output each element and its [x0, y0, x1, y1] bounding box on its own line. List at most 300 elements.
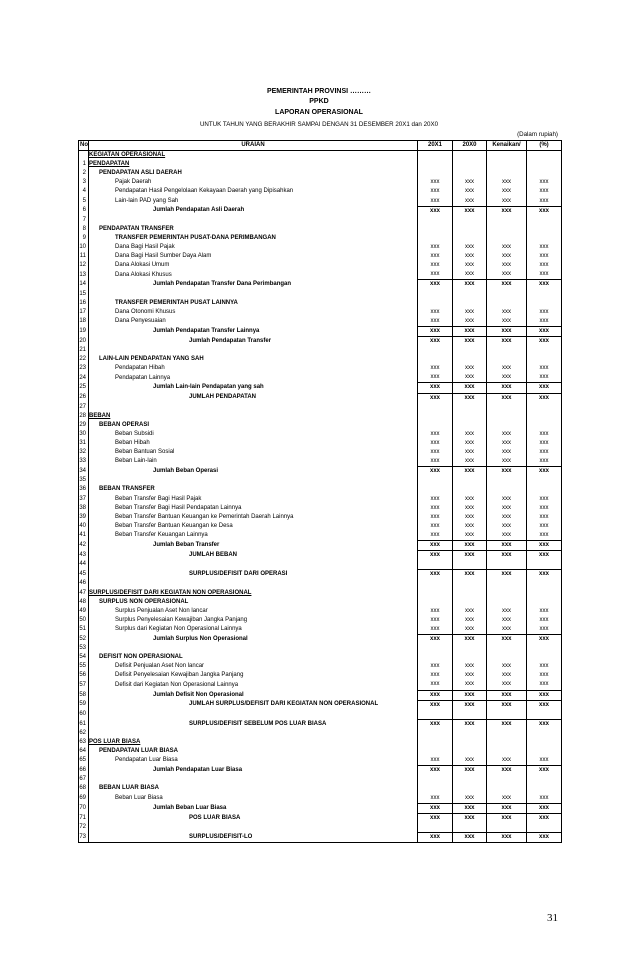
table-row [79, 729, 562, 738]
row-number: 8 [79, 225, 89, 234]
table-row [79, 243, 562, 252]
row-number [79, 151, 89, 161]
row-label: Beban Transfer Bagi Hasil Pajak [89, 495, 418, 504]
report-period: UNTUK TAHUN YANG BERAKHIR SAMPAI DENGAN 31 DESEMBER 20X1 dan 20X0 [199, 121, 439, 128]
value-change [487, 775, 527, 784]
table-row [79, 690, 562, 700]
value-20x1 [418, 784, 453, 793]
row-label: SURPLUS/DEFISIT-LO [89, 832, 418, 842]
row-label: Surplus dari Kegiatan Non Operasional Lainnya [89, 625, 418, 635]
value-20x1: xxx [418, 261, 453, 270]
row-number: 57 [79, 680, 89, 690]
value-percent [527, 775, 562, 784]
value-change: xxx [487, 178, 527, 187]
value-20x1: xxx [418, 439, 453, 448]
value-20x0: xxx [453, 336, 487, 346]
value-change [487, 598, 527, 607]
value-20x1 [418, 234, 453, 243]
value-change [487, 225, 527, 234]
row-label: Jumlah Pendapatan Transfer [89, 336, 418, 346]
value-percent [527, 729, 562, 738]
value-20x0: xxx [453, 607, 487, 616]
table-row [79, 299, 562, 308]
value-20x1: xxx [418, 364, 453, 373]
value-percent: xxx [527, 616, 562, 625]
value-20x1: xxx [418, 700, 453, 710]
row-number: 20 [79, 336, 89, 346]
table-row [79, 747, 562, 756]
value-20x1: xxx [418, 690, 453, 700]
value-change: xxx [487, 634, 527, 644]
value-percent: xxx [527, 430, 562, 439]
table-row [79, 794, 562, 804]
value-percent [527, 598, 562, 607]
row-label: Beban Luar Biasa [89, 794, 418, 804]
row-number: 28 [79, 412, 89, 421]
value-change: xxx [487, 308, 527, 317]
row-label: BEBAN OPERASI [89, 421, 418, 430]
value-20x1: xxx [418, 522, 453, 531]
value-20x1: xxx [418, 197, 453, 207]
value-change: xxx [487, 625, 527, 635]
value-20x0 [453, 823, 487, 833]
value-change: xxx [487, 430, 527, 439]
table-row [79, 252, 562, 261]
value-percent [527, 421, 562, 430]
value-20x1 [418, 560, 453, 570]
row-label: DEFISIT NON OPERASIONAL [89, 653, 418, 662]
row-label: Jumlah Beban Transfer [89, 541, 418, 551]
row-number: 67 [79, 775, 89, 784]
row-label: SURPLUS NON OPERASIONAL [89, 598, 418, 607]
value-percent [527, 579, 562, 588]
value-percent: xxx [527, 832, 562, 842]
value-20x0 [453, 589, 487, 598]
row-label: Dana Otonomi Khusus [89, 308, 418, 317]
row-label [89, 644, 418, 653]
value-change: xxx [487, 495, 527, 504]
value-change: xxx [487, 803, 527, 813]
value-percent: xxx [527, 261, 562, 270]
row-number: 35 [79, 476, 89, 485]
row-number: 59 [79, 700, 89, 710]
table-row [79, 308, 562, 317]
row-number: 23 [79, 364, 89, 373]
table-row [79, 504, 562, 513]
value-20x1: xxx [418, 794, 453, 804]
table-row [79, 373, 562, 383]
row-label [89, 579, 418, 588]
value-percent: xxx [527, 756, 562, 766]
value-percent: xxx [527, 317, 562, 327]
table-row [79, 336, 562, 346]
value-20x0 [453, 560, 487, 570]
value-20x1: xxx [418, 206, 453, 216]
value-20x1: xxx [418, 457, 453, 467]
table-row [79, 719, 562, 729]
row-number: 16 [79, 299, 89, 308]
value-percent [527, 738, 562, 747]
row-label: Pendapatan Hasil Pengelolaan Kekayaan Daerah yang Dipisahkan [89, 187, 418, 196]
table-row [79, 169, 562, 178]
value-20x1: xxx [418, 187, 453, 196]
value-20x1: xxx [418, 662, 453, 671]
value-20x1 [418, 225, 453, 234]
value-change: xxx [487, 794, 527, 804]
value-20x0: xxx [453, 522, 487, 531]
row-number: 34 [79, 467, 89, 477]
table-row [79, 439, 562, 448]
table-row [79, 671, 562, 680]
value-20x0 [453, 216, 487, 225]
value-20x1: xxx [418, 280, 453, 290]
row-number: 33 [79, 457, 89, 467]
value-20x1 [418, 710, 453, 720]
value-20x0 [453, 234, 487, 243]
value-20x1: xxx [418, 680, 453, 690]
row-number: 66 [79, 766, 89, 776]
value-change: xxx [487, 832, 527, 842]
row-label: Jumlah Lain-lain Pendapatan yang sah [89, 383, 418, 393]
table-row [79, 261, 562, 270]
row-label: BEBAN TRANSFER [89, 485, 418, 494]
value-change [487, 644, 527, 653]
table-row [79, 290, 562, 299]
value-change: xxx [487, 206, 527, 216]
value-20x0: xxx [453, 430, 487, 439]
row-number: 71 [79, 813, 89, 823]
table-row [79, 607, 562, 616]
row-label: Beban Transfer Bantuan Keuangan ke Desa [89, 522, 418, 531]
value-20x0: xxx [453, 803, 487, 813]
value-change: xxx [487, 607, 527, 616]
value-change [487, 738, 527, 747]
value-percent: xxx [527, 551, 562, 561]
row-label: Defisit Penjualan Aset Non lancar [89, 662, 418, 671]
value-percent: xxx [527, 206, 562, 216]
table-row [79, 625, 562, 635]
table-row [79, 616, 562, 625]
value-20x0 [453, 775, 487, 784]
value-change: xxx [487, 756, 527, 766]
value-percent [527, 747, 562, 756]
row-number: 52 [79, 634, 89, 644]
row-label: Beban Transfer Bagi Hasil Pendapatan Lainnya [89, 504, 418, 513]
row-label: POS LUAR BIASA [89, 738, 418, 747]
value-20x0: xxx [453, 178, 487, 187]
value-20x1: xxx [418, 766, 453, 776]
table-row [79, 832, 562, 842]
row-label: PENDAPATAN LUAR BIASA [89, 747, 418, 756]
value-20x1: xxx [418, 719, 453, 729]
row-label [89, 403, 418, 412]
row-label: Dana Bagi Hasil Pajak [89, 243, 418, 252]
col-header-kenaikan: Kenaikan/ [487, 141, 527, 151]
value-20x0: xxx [453, 457, 487, 467]
table-row [79, 710, 562, 720]
value-20x0: xxx [453, 756, 487, 766]
value-20x0: xxx [453, 197, 487, 207]
value-change: xxx [487, 252, 527, 261]
row-label: Dana Bagi Hasil Sumber Daya Alam [89, 252, 418, 261]
row-label: PENDAPATAN TRANSFER [89, 225, 418, 234]
table-row [79, 775, 562, 784]
value-20x0 [453, 160, 487, 169]
value-percent: xxx [527, 541, 562, 551]
value-percent: xxx [527, 457, 562, 467]
value-percent: xxx [527, 813, 562, 823]
value-percent: xxx [527, 625, 562, 635]
row-label: TRANSFER PEMERINTAH PUSAT-DANA PERIMBANGAN [89, 234, 418, 243]
value-20x1: xxx [418, 373, 453, 383]
currency-unit-note: (Dalam rupiah) [517, 131, 558, 138]
value-20x1 [418, 589, 453, 598]
table-row [79, 383, 562, 393]
value-20x1: xxx [418, 178, 453, 187]
row-label: Pendapatan Hibah [89, 364, 418, 373]
value-change: xxx [487, 336, 527, 346]
value-change [487, 169, 527, 178]
table-row [79, 644, 562, 653]
value-change: xxx [487, 690, 527, 700]
value-20x1 [418, 355, 453, 364]
row-number: 47 [79, 589, 89, 598]
value-20x1: xxx [418, 616, 453, 625]
table-row [79, 560, 562, 570]
row-number: 3 [79, 178, 89, 187]
table-row [79, 355, 562, 364]
value-20x0: xxx [453, 187, 487, 196]
row-number: 49 [79, 607, 89, 616]
row-label: SURPLUS/DEFISIT DARI KEGIATAN NON OPERASIONAL [89, 589, 418, 598]
value-percent: xxx [527, 280, 562, 290]
table-row [79, 784, 562, 793]
value-percent: xxx [527, 197, 562, 207]
value-change [487, 823, 527, 833]
value-20x1 [418, 823, 453, 833]
value-change [487, 747, 527, 756]
table-row [79, 653, 562, 662]
value-change: xxx [487, 766, 527, 776]
table-row [79, 513, 562, 522]
table-row [79, 551, 562, 561]
value-20x0: xxx [453, 766, 487, 776]
value-20x0 [453, 784, 487, 793]
value-20x1 [418, 738, 453, 747]
value-20x1 [418, 421, 453, 430]
value-percent [527, 403, 562, 412]
row-label: BEBAN [89, 412, 418, 421]
value-20x1 [418, 775, 453, 784]
table-row [79, 766, 562, 776]
value-change: xxx [487, 719, 527, 729]
row-label: Defisit dari Kegiatan Non Operasional Lainnya [89, 680, 418, 690]
row-number: 56 [79, 671, 89, 680]
row-number: 10 [79, 243, 89, 252]
value-20x0: xxx [453, 832, 487, 842]
table-row [79, 756, 562, 766]
row-number: 24 [79, 373, 89, 383]
row-number: 6 [79, 206, 89, 216]
row-number: 39 [79, 513, 89, 522]
value-change: xxx [487, 326, 527, 336]
table-row [79, 421, 562, 430]
value-20x1 [418, 485, 453, 494]
value-20x0: xxx [453, 467, 487, 477]
value-20x0: xxx [453, 690, 487, 700]
value-20x0: xxx [453, 280, 487, 290]
row-label: Lain-lain PAD yang Sah [89, 197, 418, 207]
table-row [79, 151, 562, 161]
value-20x0: xxx [453, 326, 487, 336]
value-20x0: xxx [453, 383, 487, 393]
value-20x1: xxx [418, 607, 453, 616]
col-header-uraian: URAIAN [89, 141, 418, 151]
row-number: 18 [79, 317, 89, 327]
row-label: Jumlah Surplus Non Operasional [89, 634, 418, 644]
value-20x1 [418, 160, 453, 169]
value-20x0 [453, 151, 487, 161]
value-20x0: xxx [453, 495, 487, 504]
row-label: Pendapatan Lainnya [89, 373, 418, 383]
row-number: 46 [79, 579, 89, 588]
value-percent: xxx [527, 308, 562, 317]
value-20x0 [453, 579, 487, 588]
value-percent: xxx [527, 467, 562, 477]
value-change: xxx [487, 541, 527, 551]
row-label: Pendapatan Luar Biasa [89, 756, 418, 766]
value-percent [527, 346, 562, 355]
value-change [487, 151, 527, 161]
table-row [79, 589, 562, 598]
value-20x0 [453, 169, 487, 178]
value-change: xxx [487, 439, 527, 448]
value-20x0 [453, 729, 487, 738]
value-percent [527, 476, 562, 485]
value-20x1: xxx [418, 383, 453, 393]
value-20x0 [453, 225, 487, 234]
value-20x1: xxx [418, 467, 453, 477]
table-row [79, 270, 562, 280]
value-20x1: xxx [418, 308, 453, 317]
row-number: 36 [79, 485, 89, 494]
value-percent [527, 644, 562, 653]
value-20x0 [453, 476, 487, 485]
value-change: xxx [487, 616, 527, 625]
value-percent [527, 784, 562, 793]
row-label: Dana Penyesuaian [89, 317, 418, 327]
row-number: 29 [79, 421, 89, 430]
value-20x1: xxx [418, 270, 453, 280]
value-percent [527, 299, 562, 308]
value-20x0 [453, 346, 487, 355]
row-number: 38 [79, 504, 89, 513]
value-change: xxx [487, 700, 527, 710]
value-percent: xxx [527, 252, 562, 261]
value-20x1 [418, 598, 453, 607]
row-label: POS LUAR BIASA [89, 813, 418, 823]
value-percent: xxx [527, 690, 562, 700]
value-percent: xxx [527, 570, 562, 580]
value-20x0: xxx [453, 504, 487, 513]
value-change: xxx [487, 671, 527, 680]
row-label: TRANSFER PEMERINTAH PUSAT LAINNYA [89, 299, 418, 308]
value-percent: xxx [527, 607, 562, 616]
value-20x1 [418, 747, 453, 756]
row-number: 15 [79, 290, 89, 299]
value-change: xxx [487, 364, 527, 373]
table-row [79, 634, 562, 644]
row-label: Beban Hibah [89, 439, 418, 448]
value-20x0 [453, 290, 487, 299]
table-row [79, 700, 562, 710]
value-20x0 [453, 747, 487, 756]
table-row [79, 541, 562, 551]
table-row [79, 448, 562, 457]
value-20x1: xxx [418, 336, 453, 346]
value-20x0: xxx [453, 373, 487, 383]
value-percent: xxx [527, 504, 562, 513]
value-20x0: xxx [453, 317, 487, 327]
row-label: Surplus Penyelesaian Kewajiban Jangka Panjang [89, 616, 418, 625]
table-row [79, 317, 562, 327]
value-20x1: xxx [418, 317, 453, 327]
value-20x0: xxx [453, 448, 487, 457]
table-row [79, 495, 562, 504]
table-row [79, 206, 562, 216]
value-percent [527, 710, 562, 720]
value-percent: xxx [527, 522, 562, 531]
value-change: xxx [487, 317, 527, 327]
table-row [79, 234, 562, 243]
value-percent [527, 560, 562, 570]
value-20x0: xxx [453, 393, 487, 403]
table-row [79, 570, 562, 580]
row-number: 19 [79, 326, 89, 336]
value-percent [527, 355, 562, 364]
value-change: xxx [487, 522, 527, 531]
value-percent: xxx [527, 531, 562, 541]
table-row [79, 326, 562, 336]
row-number: 55 [79, 662, 89, 671]
value-20x1: xxx [418, 832, 453, 842]
value-20x1: xxx [418, 551, 453, 561]
value-20x0: xxx [453, 634, 487, 644]
value-20x0: xxx [453, 364, 487, 373]
row-number: 13 [79, 270, 89, 280]
table-header-row [79, 141, 562, 151]
table-row [79, 197, 562, 207]
value-percent [527, 216, 562, 225]
row-label: Beban Bantuan Sosial [89, 448, 418, 457]
report-government-title: PEMERINTAH PROVINSI ……… [266, 88, 372, 95]
value-change: xxx [487, 393, 527, 403]
value-20x1: xxx [418, 634, 453, 644]
value-percent: xxx [527, 243, 562, 252]
row-number: 26 [79, 393, 89, 403]
row-number: 65 [79, 756, 89, 766]
value-change: xxx [487, 270, 527, 280]
value-change: xxx [487, 680, 527, 690]
row-label: JUMLAH BEBAN [89, 551, 418, 561]
value-20x0: xxx [453, 680, 487, 690]
value-change: xxx [487, 467, 527, 477]
value-change [487, 589, 527, 598]
value-change [487, 653, 527, 662]
value-20x1 [418, 216, 453, 225]
row-label: JUMLAH PENDAPATAN [89, 393, 418, 403]
row-label: Dana Alokasi Umum [89, 261, 418, 270]
